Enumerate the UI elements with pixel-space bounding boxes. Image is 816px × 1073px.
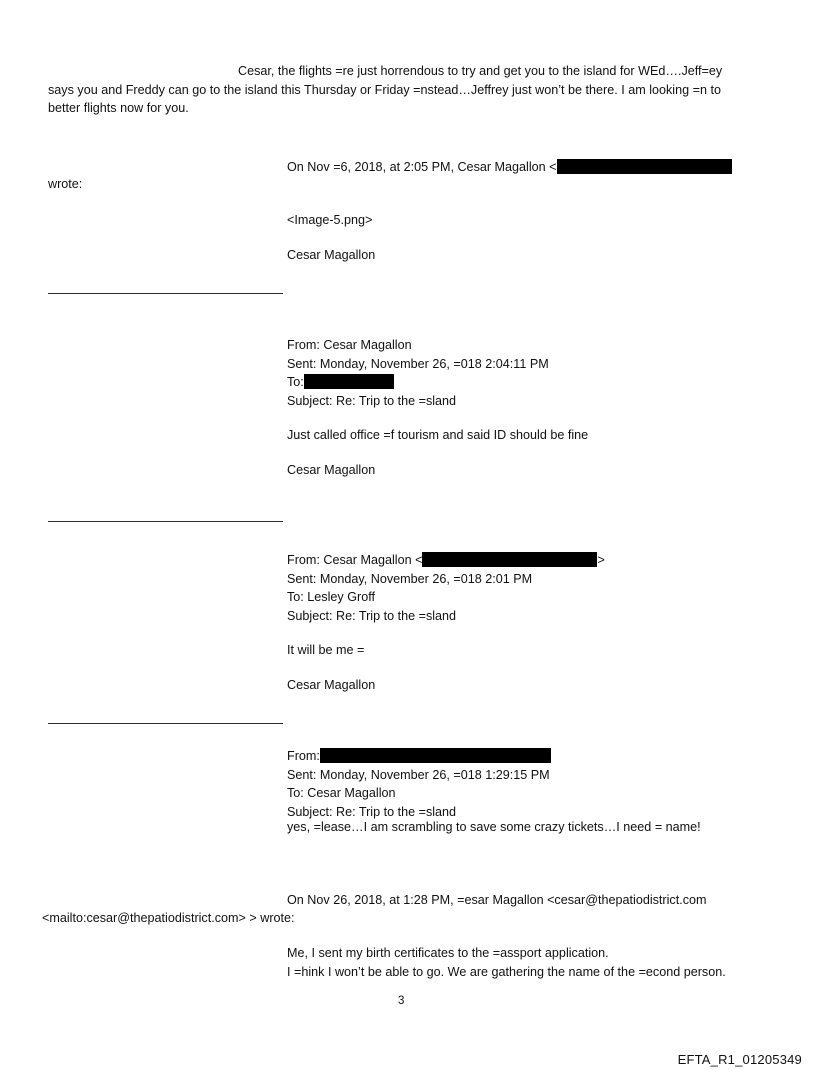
quote-2-to xyxy=(287,373,772,392)
quote-2-subject: Subject: Re: Trip to the =sland xyxy=(287,393,457,408)
quote-2-sent: Sent: Monday, November 26, =018 2:04:11 PM xyxy=(287,356,549,371)
divider-2 xyxy=(48,521,283,522)
quote-3-subject: Subject: Re: Trip to the =sland xyxy=(287,608,457,623)
quote-2-signature: Cesar Magallon xyxy=(287,463,376,477)
quote-4-from-label: From: xyxy=(287,749,320,763)
wrote-label: wrote: xyxy=(48,177,83,191)
quote-1-header xyxy=(287,158,772,177)
redaction-bar xyxy=(320,748,551,763)
quote-3-body: It will be me = xyxy=(287,643,365,657)
quote-3-signature: Cesar Magallon xyxy=(287,678,376,692)
quote-2-headers xyxy=(287,336,772,410)
quote-2-body: Just called office =f tourism and said ID should be fine xyxy=(287,428,589,442)
quote-4-subject: Subject: Re: Trip to the =sland xyxy=(287,804,457,819)
quote-1-attachment: <Image-5.png> xyxy=(287,213,373,227)
quote-2-from: From: Cesar Magallon xyxy=(287,338,412,352)
intro-line-2: says you and Freddy can go to the island this Thursday or Friday =nstead…Jeffrey just won’t be there. I am looking =n to xyxy=(48,82,721,97)
intro-line-3: better flights now for you. xyxy=(48,101,189,116)
bates-number: EFTA_R1_01205349 xyxy=(677,1052,802,1067)
quote-4-sent: Sent: Monday, November 26, =018 1:29:15 PM xyxy=(287,767,550,782)
intro-line-1: Cesar, the flights =re just horrendous to try and get you to the island for WEd….Jeff=ey xyxy=(238,64,723,78)
redaction-bar xyxy=(422,552,597,567)
intro-paragraph xyxy=(48,62,770,118)
quote-1-signature: Cesar Magallon xyxy=(287,248,376,262)
quote-5-header-line-2: <mailto:cesar@thepatiodistrict.com> > wrote: xyxy=(42,911,295,925)
quote-1-header-text: On Nov =6, 2018, at 2:05 PM, Cesar Magallon < xyxy=(287,160,557,174)
quote-2-to-label: To: xyxy=(287,375,304,390)
quote-4-headers xyxy=(287,747,772,821)
page-number: 3 xyxy=(398,995,405,1007)
quote-3-to: To: Lesley Groff xyxy=(287,590,375,605)
quote-4-body: yes, =lease…I am scrambling to save some crazy tickets…I need = name! xyxy=(287,820,701,834)
divider-1 xyxy=(48,293,283,294)
quote-5-body xyxy=(287,944,772,981)
quote-3-from-bracket: > xyxy=(597,553,605,567)
quote-4-to: To: Cesar Magallon xyxy=(287,786,396,801)
quote-5-header-line-1: On Nov 26, 2018, at 1:28 PM, =esar Magallon <cesar@thepatiodistrict.com xyxy=(287,893,707,907)
quote-3-from-label: From: Cesar Magallon < xyxy=(287,553,423,567)
quote-4-from xyxy=(287,747,772,766)
quote-3-from xyxy=(287,551,772,570)
divider-3 xyxy=(48,723,283,724)
quote-3-headers xyxy=(287,551,772,625)
redaction-bar xyxy=(557,159,732,174)
quote-5-body-line-1: Me, I sent my birth certificates to the =assport application. xyxy=(287,946,609,960)
quote-3-sent: Sent: Monday, November 26, =018 2:01 PM xyxy=(287,571,533,586)
redaction-bar xyxy=(304,374,394,389)
quote-5-body-line-2: I =hink I won’t be able to go. We are gathering the name of the =econd person. xyxy=(287,964,726,979)
